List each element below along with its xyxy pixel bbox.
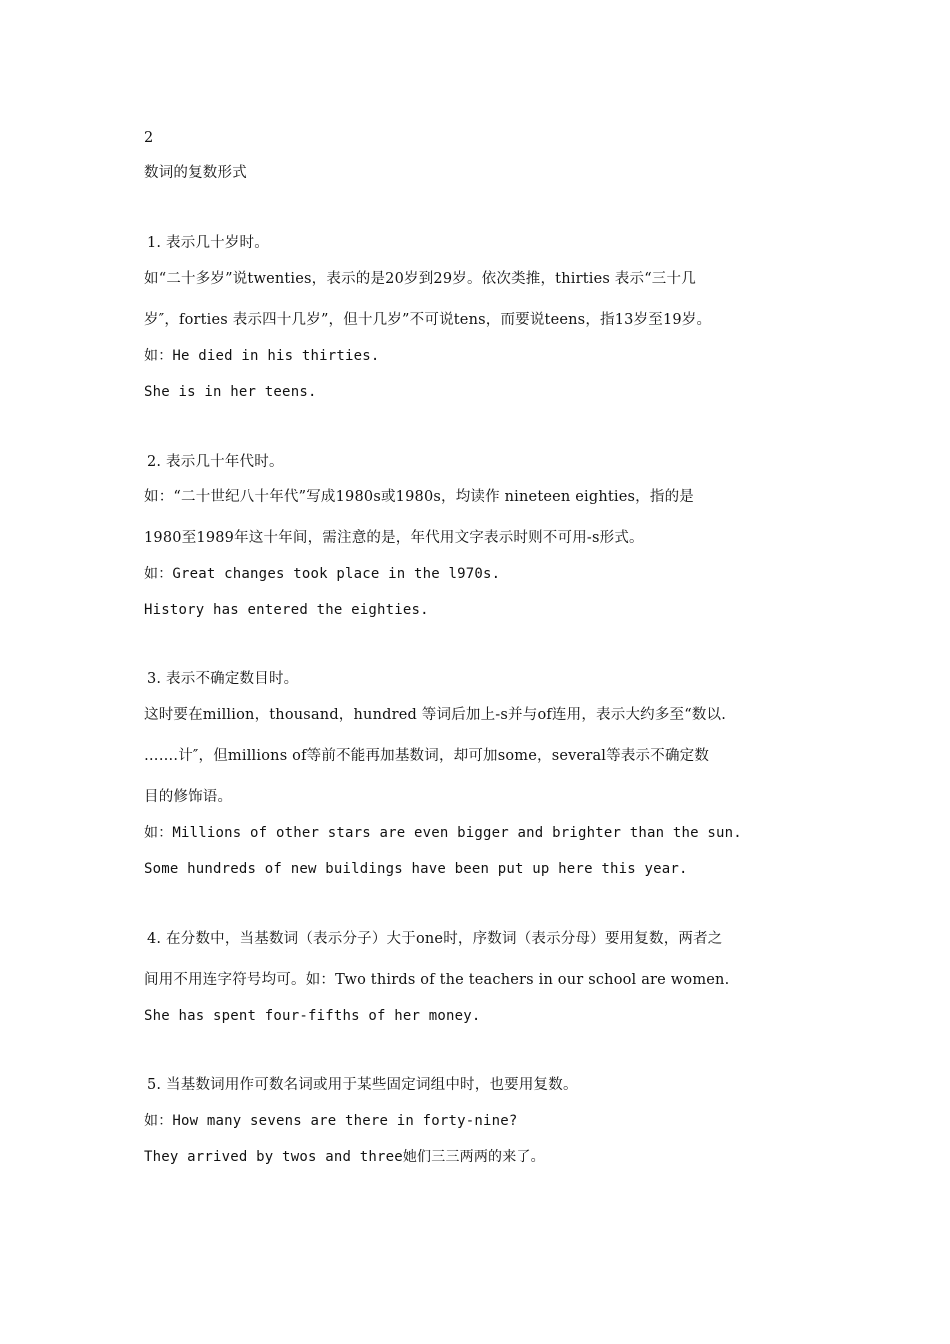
section-2-example-2: History has entered the eighties. — [144, 602, 429, 618]
section-1-line-1: 如“二十多岁”说twenties，表示的是20岁到29岁。依次类推，thirties 表示“三十几 — [144, 271, 696, 287]
section-2-example-1: 如：Great changes took place in the l970s. — [144, 566, 501, 582]
page-title: 数词的复数形式 — [144, 165, 247, 181]
section-1-heading: 1. 表示几十岁时。 — [147, 235, 269, 251]
section-5-example-1: 如：How many sevens are there in forty-nine? — [144, 1113, 518, 1129]
section-1-example-1: 如：He died in his thirties. — [144, 348, 380, 364]
section-4-line-1: 间用不用连字符号均可。如：Two thirds of the teachers in our school are women. — [144, 972, 730, 988]
section-3-heading: 3. 表示不确定数目时。 — [147, 671, 299, 687]
section-1-example-2: She is in her teens. — [144, 384, 317, 400]
section-2-heading: 2. 表示几十年代时。 — [147, 454, 284, 470]
section-5-heading: 5. 当基数词用作可数名词或用于某些固定词组中时，也要用复数。 — [147, 1077, 578, 1093]
section-5-example-2: They arrived by twos and three她们三三两两的来了。 — [144, 1149, 545, 1165]
section-4-example-1: She has spent four-fifths of her money. — [144, 1008, 481, 1024]
section-3-line-1: 这时要在million，thousand，hundred 等词后加上-s并与of连用，表示大约多至“数以. — [144, 707, 727, 723]
page-number: 2 — [144, 130, 154, 146]
section-3-example-1: 如：Millions of other stars are even bigger and brighter than the sun. — [144, 825, 742, 841]
section-3-example-2: Some hundreds of new buildings have been put up here this year. — [144, 861, 688, 877]
section-3-line-2: …….计″，但millions of等前不能再加基数词，却可加some，several等表示不确定数 — [144, 748, 710, 764]
section-3-line-3: 目的修饰语。 — [144, 789, 233, 805]
section-2-line-1: 如：“二十世纪八十年代”写成1980s或1980s，均读作 nineteen eighties，指的是 — [144, 489, 694, 505]
section-2-line-2: 1980至1989年这十年间，需注意的是，年代用文字表示时则不可用-s形式。 — [144, 530, 644, 546]
section-4-heading: 4. 在分数中，当基数词（表示分子）大于one时，序数词（表示分母）要用复数，两者之 — [147, 931, 723, 947]
section-1-line-2: 岁″，forties 表示四十几岁”，但十几岁”不可说tens，而要说teens，指13岁至19岁。 — [144, 312, 712, 328]
